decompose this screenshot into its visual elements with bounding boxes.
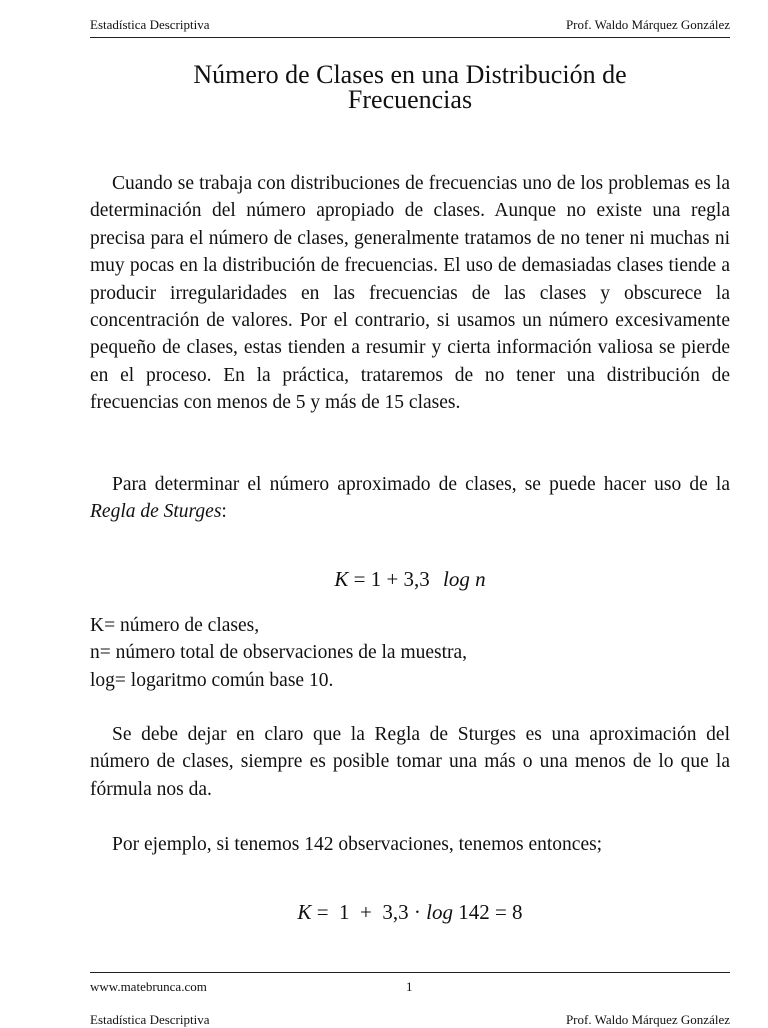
page-number: 1	[406, 979, 413, 994]
sturges-intro-colon: :	[221, 501, 227, 523]
sturges-intro-text: Para determinar el número aproximado de clases, se puede hacer uso de la	[112, 474, 730, 495]
header-author: Prof. Waldo Márquez González	[565, 17, 730, 32]
example-formula-log: log	[426, 900, 453, 924]
footer-rule	[90, 972, 730, 973]
definitions-list	[90, 612, 730, 694]
next-page-header	[90, 1012, 730, 1028]
definition-log: log= logaritmo común base 10.	[90, 669, 334, 691]
definition-k: K= número de clases,	[90, 615, 260, 636]
page-footer	[90, 979, 730, 995]
header-rule	[90, 37, 730, 38]
example-formula	[90, 900, 730, 925]
sturges-formula	[90, 567, 730, 592]
formula-rhs: = 1 + 3,3	[353, 567, 430, 591]
example-paragraph: Por ejemplo, si tenemos 142 observaciones, tenemos entonces;	[112, 834, 603, 855]
page-title	[90, 62, 730, 112]
next-header-course: Estadística Descriptiva	[90, 1012, 210, 1027]
example-formula-lhs: K	[297, 900, 312, 924]
sturges-rule-name: Regla de Sturges	[90, 501, 222, 523]
sturges-intro-paragraph	[90, 471, 730, 526]
title-line-1: Número de Clases en una Distribución de	[193, 60, 627, 89]
example-formula-result: 142 = 8	[452, 900, 523, 924]
footer-website: www.matebrunca.com	[90, 979, 207, 994]
title-line-2: Frecuencias	[347, 85, 473, 114]
running-header	[90, 17, 730, 33]
approximation-paragraph: Se debe dejar en claro que la Regla de Sturges es una aproximación del número de clases, siempre es posible tomar una más o una menos de lo que la fórmula nos da.	[90, 724, 730, 800]
next-header-author: Prof. Waldo Márquez González	[565, 1012, 730, 1027]
definition-n: n= número total de observaciones de la muestra,	[90, 642, 468, 664]
formula-lhs: K	[334, 567, 349, 591]
formula-log-term: log n	[443, 567, 486, 591]
example-formula-middle: = 1 + 3,3 ·	[316, 900, 427, 924]
intro-paragraph: Cuando se trabaja con distribuciones de frecuencias uno de los problemas es la determinación del número apropiado de clases. Aunque no existe una regla precisa para el número de clases, generalmente tratamos de no tener ni muchas ni muy pocas en la distribución de frecuencias. El uso de demasiadas clases tiende a producir irregularidades en las frecuencias de las clases y obscurece la concentración de valores. Por el contrario, si usamos un número excesivamente pequeño de clases, estas tienden a resumir y cierta información valiosa se pierde en el proceso. En la práctica, trataremos de no tener una distribución de frecuencias con menos de 5 y más de 15 clases.	[90, 173, 730, 414]
header-course: Estadística Descriptiva	[90, 17, 210, 32]
